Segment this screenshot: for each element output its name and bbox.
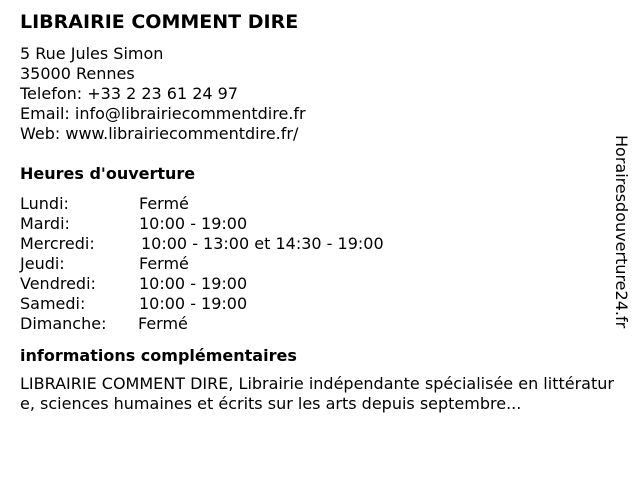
day-label: Dimanche: [20,314,107,333]
hours-value: 10:00 - 19:00 [139,274,248,293]
hours-row-wednesday [20,234,620,254]
email-address: Email: info@librairiecommentdire.fr [20,104,306,123]
phone-number: Telefon: +33 2 23 61 24 97 [20,84,239,103]
hours-row-saturday [20,294,620,314]
hours-value: Fermé [138,314,188,333]
hours-value: Fermé [139,194,189,213]
hours-row-sunday [20,314,620,334]
website-url: Web: www.librairiecommentdire.fr/ [20,124,299,143]
site-watermark: Horairesdouverture24.fr [612,135,631,329]
hours-value: Fermé [139,254,189,273]
address-city: 35000 Rennes [20,64,135,83]
hours-value: 10:00 - 19:00 [139,294,248,313]
day-label: Jeudi: [20,254,65,273]
day-label: Vendredi: [20,274,96,293]
store-contact [20,44,620,144]
additional-info-text: LIBRAIRIE COMMENT DIRE, Librairie indépendante spécialisée en littérature, sciences humaines et écrits sur les arts depuis septembre... [20,374,614,413]
store-name: LIBRAIRIE COMMENT DIRE [20,11,299,33]
store-info-panel [20,10,620,414]
address-street: 5 Rue Jules Simon [20,44,164,63]
day-label: Mercredi: [20,234,95,253]
hours-value: 10:00 - 19:00 [139,214,248,233]
hours-value: 10:00 - 13:00 et 14:30 - 19:00 [141,234,384,253]
hours-row-monday [20,194,620,214]
day-label: Lundi: [20,194,69,213]
opening-hours-heading: Heures d'ouverture [20,164,196,183]
opening-hours-table [20,194,620,334]
day-label: Mardi: [20,214,70,233]
day-label: Samedi: [20,294,86,313]
hours-row-tuesday [20,214,620,234]
hours-row-friday [20,274,620,294]
hours-row-thursday [20,254,620,274]
additional-info-heading: informations complémentaires [20,346,297,365]
